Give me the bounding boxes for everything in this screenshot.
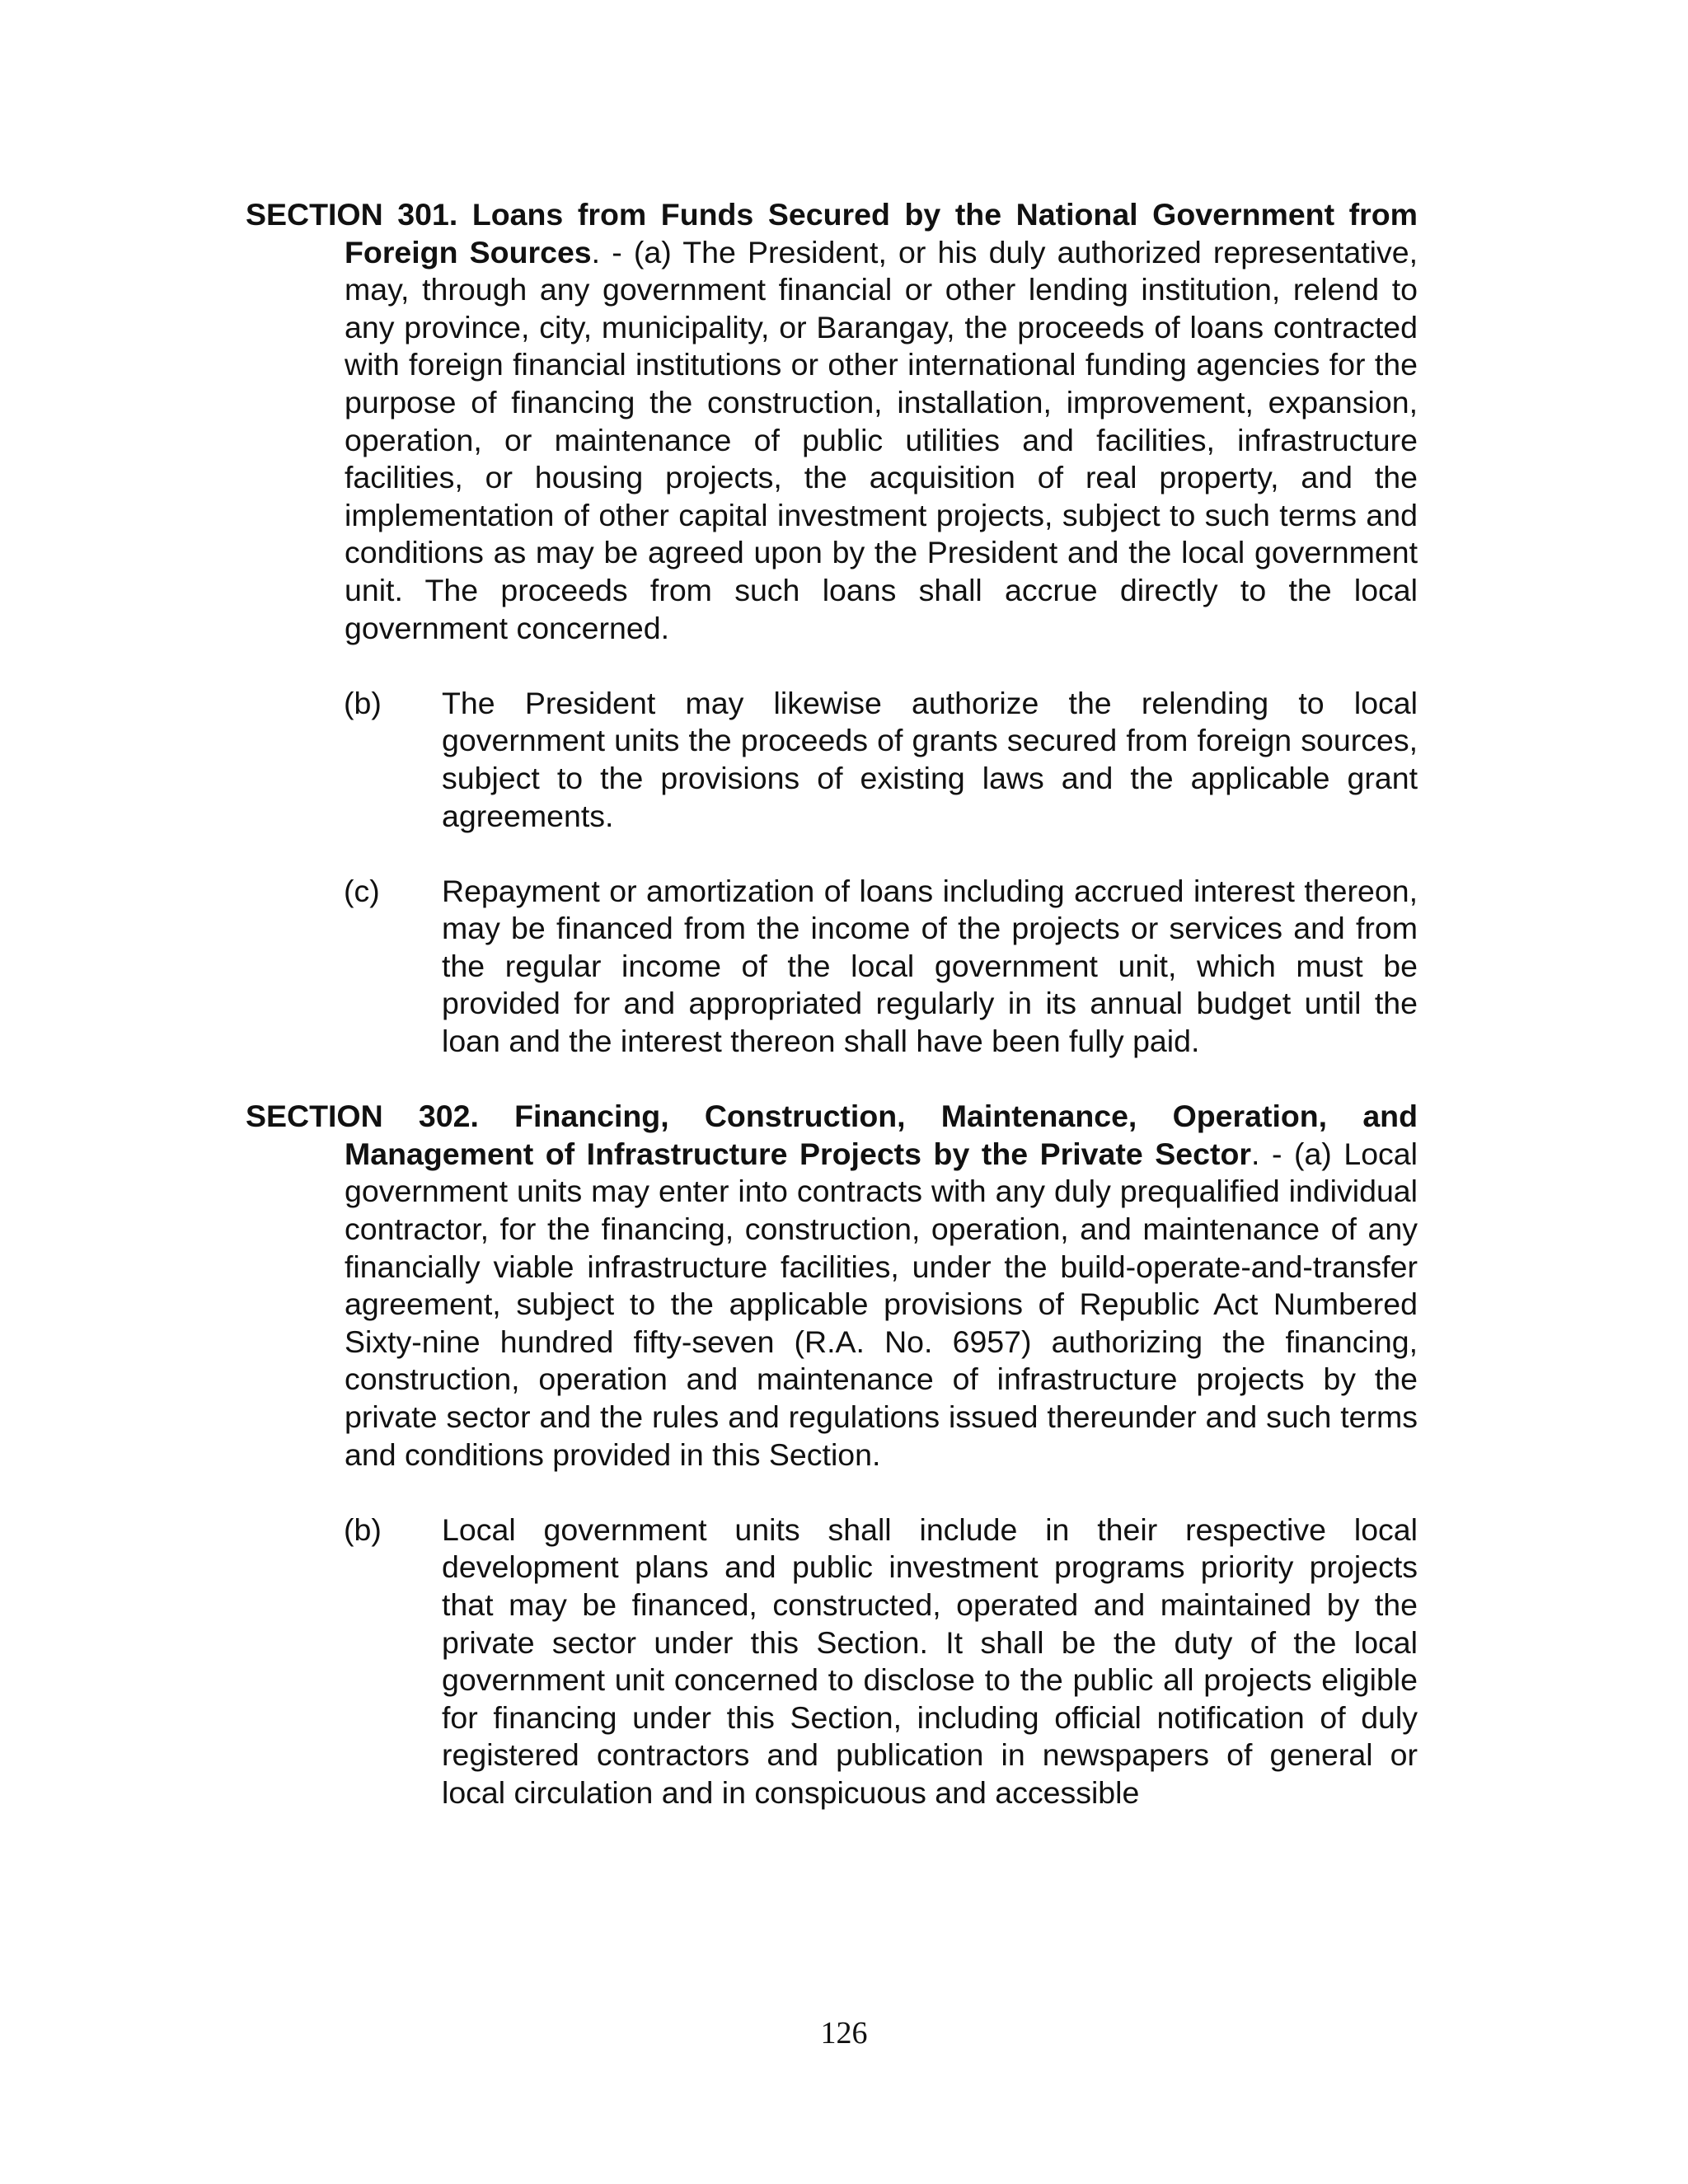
section-302-clause-a: . - (a) Local government units may enter into contracts with any duly prequalified individual contractor, for the financing, construction, operation, and maintenance of any financially viable infrastructure facilities, under the build-operate-and-transfer agreement, subject to the applicable provisions of Republic Act Numbered Sixty-nine hundred fifty-seven (R.A. No. 6957) authorizing the financing, construction, operation and maintenance of infrastructure projects by the private sector and the rules and regulations issued thereunder and such terms and conditions provided in this Section. [345,1136,1418,1472]
section-301-clause-a: . - (a) The President, or his duly authorized representative, may, through any government financial or other lending institution, relend to any province, city, municipality, or Barangay, the proceeds of loans contracted with foreign financial institutions or other international funding agencies for the purpose of financing the construction, installation, improvement, expansion, operation, or maintenance of public utilities and facilities, infrastructure facilities, or housing projects, the acquisition of real property, and the implementation of other capital investment projects, subject to such terms and conditions as may be agreed upon by the President and the local government unit. The proceeds from such loans shall accrue directly to the local government concerned. [345,234,1418,645]
section-301-clause-b [246,685,1418,835]
section-301-clause-c [246,873,1418,1061]
clause-label: (c) [344,873,380,908]
section-302-clause-b [246,1511,1418,1812]
section-301 [246,196,1418,1061]
clause-label: (b) [344,1511,382,1547]
clause-text: Local government units shall include in their respective local development plans and public investment programs priority projects that may be financed, constructed, operated and maintained by the private sector under this Section. It shall be the duty of the local government unit concerned to disclose to the public all projects eligible for financing under this Section, including official notification of duly registered contractors and publication in newspapers of general or local circulation and in conspicuous and accessible [442,1511,1418,1810]
section-301-title: SECTION 301. Loans from Funds Secured by the National Government from Foreign Sources [246,197,1418,269]
clause-text: The President may likewise authorize the relending to local government units the proceeds of grants secured from foreign sources, subject to the provisions of existing laws and the applicable grant agreements. [442,685,1418,833]
clause-text: Repayment or amortization of loans including accrued interest thereon, may be financed from the income of the projects or services and from the regular income of the local government unit, which must be provided for and appropriated regularly in its annual budget until the loan and the interest thereon shall have been fully paid. [442,873,1418,1059]
section-301-text [246,196,1418,647]
page-number: 126 [820,2016,868,2050]
section-302-text [246,1098,1418,1474]
document-body [246,196,1418,1812]
section-302 [246,1098,1418,1811]
section-302-title: SECTION 302. Financing, Construction, Maintenance, Operation, and Management of Infrastructure Projects by the Private Sector [246,1099,1418,1171]
clause-label: (b) [344,685,382,720]
